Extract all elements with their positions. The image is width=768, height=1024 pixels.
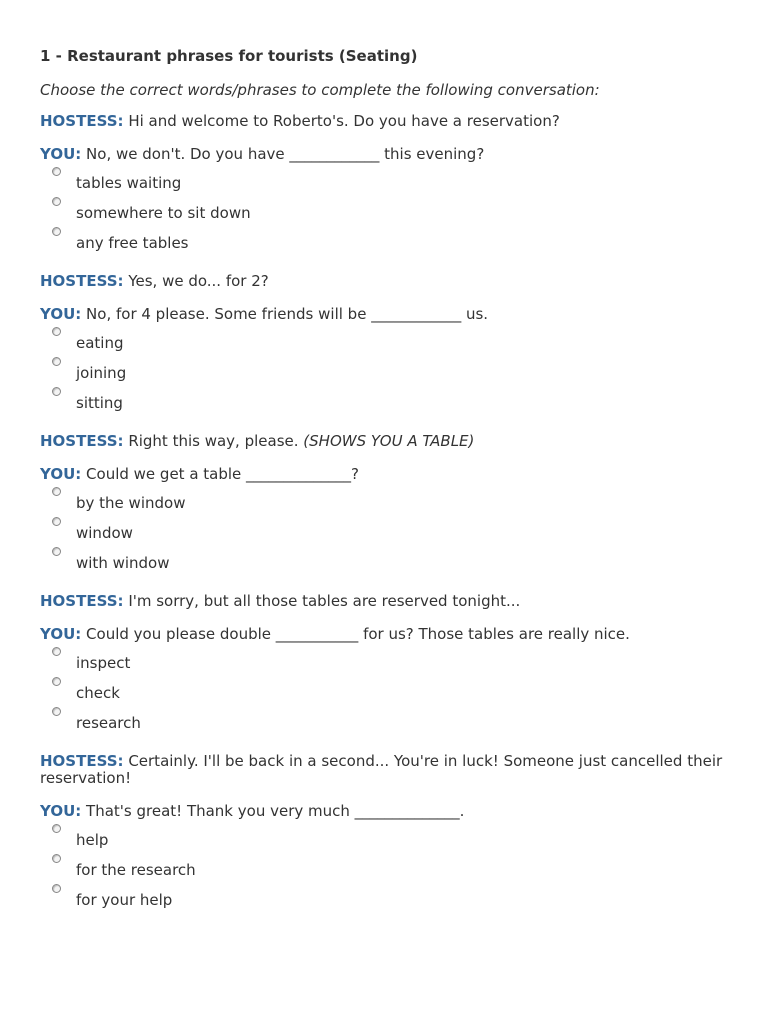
- radio-button[interactable]: [52, 824, 61, 833]
- option-label: for the research: [76, 861, 196, 879]
- hostess-line: [40, 753, 730, 787]
- hostess-line: [40, 273, 730, 290]
- line-text: I'm sorry, but all those tables are reserved tonight...: [128, 592, 521, 610]
- answer-option[interactable]: [40, 517, 730, 547]
- line-text: No, for 4 please. Some friends will be ____________ us.: [86, 305, 489, 323]
- line-text: Yes, we do... for 2?: [128, 272, 269, 290]
- radio-button[interactable]: [52, 357, 61, 366]
- option-label: window: [76, 524, 133, 542]
- stage-direction: (SHOWS YOU A TABLE): [303, 432, 475, 450]
- answer-options: [40, 647, 730, 737]
- answer-option[interactable]: [40, 167, 730, 197]
- radio-button[interactable]: [52, 167, 61, 176]
- line-text: Could we get a table ______________?: [86, 465, 360, 483]
- you-line: [40, 146, 730, 163]
- answer-options: [40, 167, 730, 257]
- you-line: [40, 306, 730, 323]
- you-line: [40, 626, 730, 643]
- answer-option[interactable]: [40, 647, 730, 677]
- hostess-line: [40, 593, 730, 610]
- answer-option[interactable]: [40, 884, 730, 914]
- answer-option[interactable]: [40, 357, 730, 387]
- answer-option[interactable]: [40, 197, 730, 227]
- answer-option[interactable]: [40, 707, 730, 737]
- answer-option[interactable]: [40, 824, 730, 854]
- speaker-label: YOU:: [40, 145, 82, 163]
- speaker-label: YOU:: [40, 465, 82, 483]
- you-line: [40, 466, 730, 483]
- radio-button[interactable]: [52, 884, 61, 893]
- line-text: Certainly. I'll be back in a second... You're in luck! Someone just cancelled their reservation!: [40, 752, 723, 787]
- option-label: with window: [76, 554, 170, 572]
- worksheet: [40, 46, 730, 930]
- radio-button[interactable]: [52, 707, 61, 716]
- option-label: inspect: [76, 654, 131, 672]
- speaker-label: YOU:: [40, 802, 82, 820]
- radio-button[interactable]: [52, 647, 61, 656]
- answer-option[interactable]: [40, 547, 730, 577]
- radio-button[interactable]: [52, 197, 61, 206]
- speaker-label: HOSTESS:: [40, 592, 124, 610]
- option-label: help: [76, 831, 109, 849]
- speaker-label: HOSTESS:: [40, 432, 124, 450]
- radio-button[interactable]: [52, 387, 61, 396]
- option-label: tables waiting: [76, 174, 182, 192]
- answer-options: [40, 487, 730, 577]
- option-label: check: [76, 684, 120, 702]
- option-label: sitting: [76, 394, 123, 412]
- speaker-label: HOSTESS:: [40, 272, 124, 290]
- option-label: eating: [76, 334, 124, 352]
- speaker-label: YOU:: [40, 305, 82, 323]
- speaker-label: YOU:: [40, 625, 82, 643]
- radio-button[interactable]: [52, 517, 61, 526]
- option-label: research: [76, 714, 141, 732]
- answer-options: [40, 327, 730, 417]
- line-text: Could you please double ___________ for us? Those tables are really nice.: [86, 625, 630, 643]
- option-label: for your help: [76, 891, 173, 909]
- radio-button[interactable]: [52, 547, 61, 556]
- hostess-line: [40, 433, 730, 450]
- you-line: [40, 803, 730, 820]
- answer-options: [40, 824, 730, 914]
- line-text: No, we don't. Do you have ____________ this evening?: [86, 145, 485, 163]
- instructions: Choose the correct words/phrases to complete the following conversation:: [40, 81, 600, 99]
- option-label: any free tables: [76, 234, 189, 252]
- answer-option[interactable]: [40, 854, 730, 884]
- worksheet-title: 1 - Restaurant phrases for tourists (Seating): [40, 47, 418, 65]
- line-text: Right this way, please.: [128, 432, 299, 450]
- option-label: by the window: [76, 494, 186, 512]
- radio-button[interactable]: [52, 854, 61, 863]
- line-text: Hi and welcome to Roberto's. Do you have a reservation?: [128, 112, 560, 130]
- line-text: That's great! Thank you very much ______________.: [86, 802, 465, 820]
- answer-option[interactable]: [40, 227, 730, 257]
- radio-button[interactable]: [52, 677, 61, 686]
- speaker-label: HOSTESS:: [40, 112, 124, 130]
- radio-button[interactable]: [52, 227, 61, 236]
- answer-option[interactable]: [40, 487, 730, 517]
- speaker-label: HOSTESS:: [40, 752, 124, 770]
- radio-button[interactable]: [52, 487, 61, 496]
- option-label: somewhere to sit down: [76, 204, 251, 222]
- hostess-line: [40, 113, 730, 130]
- answer-option[interactable]: [40, 387, 730, 417]
- answer-option[interactable]: [40, 327, 730, 357]
- option-label: joining: [76, 364, 127, 382]
- radio-button[interactable]: [52, 327, 61, 336]
- answer-option[interactable]: [40, 677, 730, 707]
